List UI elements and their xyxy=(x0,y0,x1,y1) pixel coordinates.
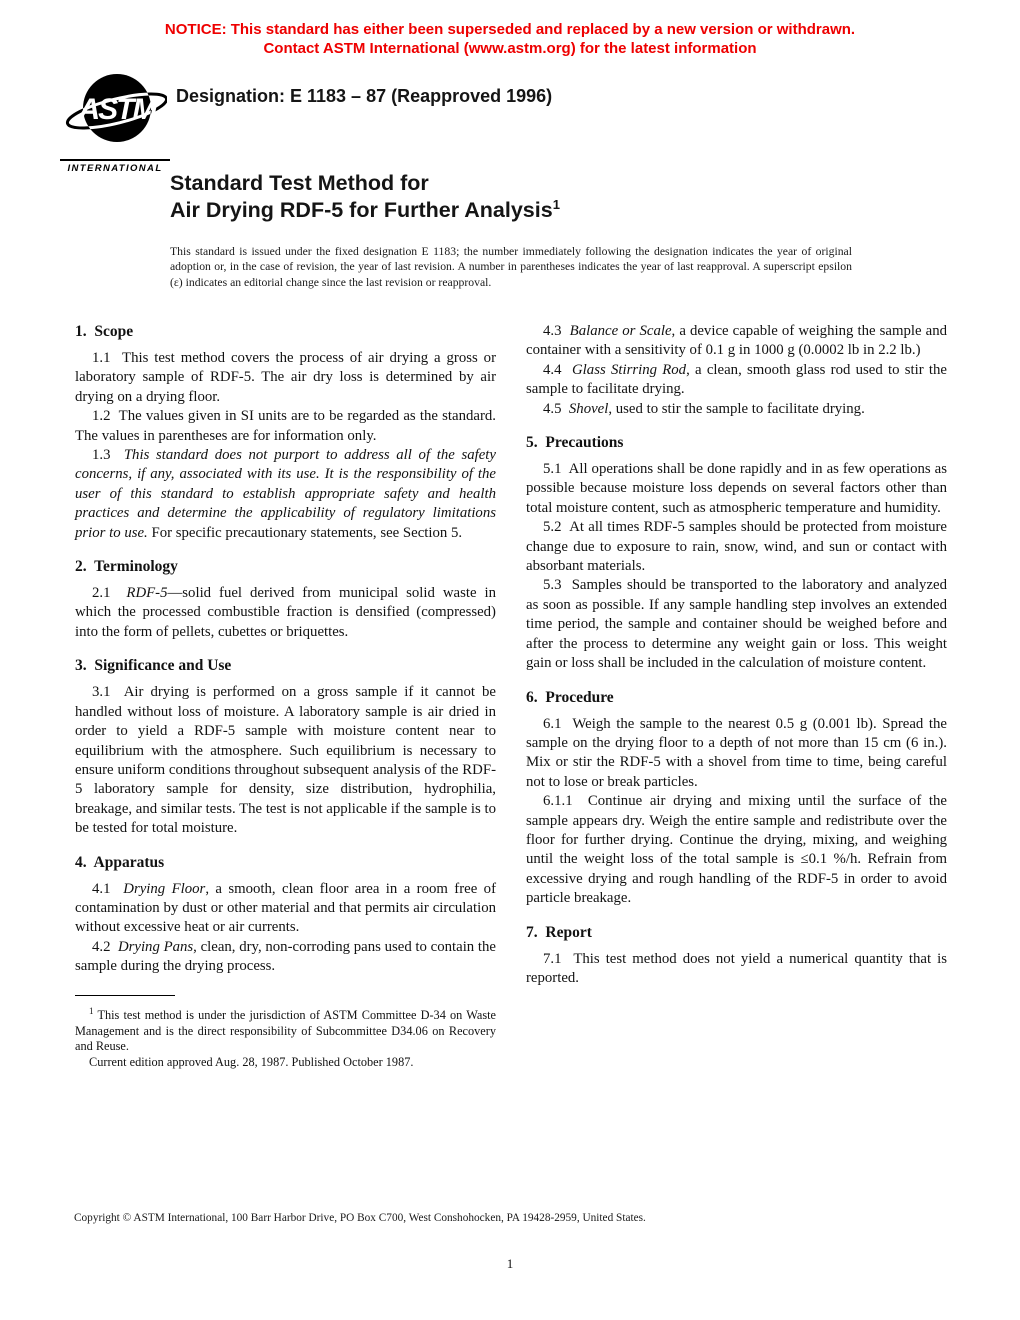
international-label: INTERNATIONAL xyxy=(60,159,170,174)
title-line-1: Standard Test Method for xyxy=(170,171,429,195)
page-number: 1 xyxy=(506,1256,514,1271)
designation-text: Designation: E 1183 – 87 (Reapproved 1996) xyxy=(176,86,553,106)
issue-statement: This standard is issued under the fixed designation E 1183; the number immediately following the designation indicates the year of original adoption or, in the case of revision, the year of last revision. A number in parentheses indicates the year of last reapproval. A superscript epsilon (ε) indicates an editorial change since the last revision or reapproval. xyxy=(170,245,852,289)
supersession-notice xyxy=(0,20,1020,58)
title-line-2: Air Drying RDF-5 for Further Analysis xyxy=(170,198,553,222)
paragraph-3-1: 3.1 Air drying is performed on a gross sample if it cannot be handled without loss of moisture. A laboratory sample is air dried in order to yield a RDF-5 sample with moisture content near to equilibrium with the atmosphere. Such equilibrium is necessary to ensure uniform conditions throughout subsequent analysis of the RDF-5 laboratory sample for density, size distribution, hydrophilia, breakage, and similar tests. The test is not applicable if the sample is to be tested for total moisture. xyxy=(75,684,496,837)
astm-logo-text: ASTM xyxy=(78,93,156,126)
section-heading-significance: 3. Significance and Use xyxy=(75,657,232,675)
paragraph-7-1: 7.1 This test method does not yield a numerical quantity that is reported. xyxy=(526,950,947,986)
section-heading-terminology: 2. Terminology xyxy=(75,558,178,576)
footnote-jurisdiction: $^1$ This test method is under the jurisdiction of ASTM Committee D-34 on Waste Management and is the direct responsibility of Subcommittee D34.06 on Recovery and Reuse. xyxy=(75,1005,496,1054)
section-heading-scope: 1. Scope xyxy=(75,323,134,340)
paragraph-5-1: 5.1 All operations shall be done rapidly and in as few operations as possible because moisture loss depends on several factors other than total moisture content, such as atmospheric temperature and humidity. xyxy=(526,461,947,516)
astm-logo xyxy=(60,70,170,174)
section-apparatus xyxy=(75,853,496,977)
paragraph-6-1-1: 6.1.1 Continue air drying and mixing until the surface of the sample appears dry. Weigh the entire sample and redistribute over the floor for further drying. Continue the drying, mixing, and weighing until the weight loss of the total sample is ≤0.1 %/h. Refrain from excessive drying and rough handling of the RDF-5 in order to avoid particle breakage. xyxy=(526,793,947,907)
section-apparatus-continued xyxy=(526,322,947,419)
right-column xyxy=(526,322,947,1071)
paragraph-1-3: 1.3 This standard does not purport to address all of the safety concerns, if any, associated with its use. It is the responsibility of the user of this standard to establish appropriate safety and health practices and determine the applicability of regulatory limitations prior to use. For specific precautionary statements, see Section 5. xyxy=(75,447,496,541)
astm-globe-icon xyxy=(63,70,167,152)
section-procedure xyxy=(526,688,947,909)
notice-line-2: Contact ASTM International (www.astm.org) for the latest information xyxy=(263,40,757,57)
footnote-ref-marker: 1 xyxy=(89,1005,94,1016)
body-columns xyxy=(75,322,947,1071)
left-column xyxy=(75,322,496,1071)
section-report xyxy=(526,923,947,989)
paragraph-4-3: 4.3 Balance or Scale, a device capable of weighing the sample and container with a sensitivity of 0.1 g in 1000 g (0.0002 lb in 2.2 lb.) xyxy=(526,323,947,359)
paragraph-6-1: 6.1 Weigh the sample to the nearest 0.5 g (0.001 lb). Spread the sample on the drying floor to a depth of not more than 15 cm (6 in.). Mix or stir the RDF-5 with a shovel from time to time, being careful not to lose or break particles. xyxy=(526,715,947,790)
section-terminology xyxy=(75,557,496,642)
title-footnote-ref: 1 xyxy=(552,196,560,212)
paragraph-4-1: 4.1 Drying Floor, a smooth, clean floor area in a room free of contamination by dust or other material and that permits air circulation without excessive heat or air currents. xyxy=(75,880,497,936)
paragraph-1-1: 1.1 This test method covers the process of air drying a gross or laboratory sample of RDF-5. The air dry loss is determined by air drying on a drying floor. xyxy=(75,350,496,405)
paragraph-5-3: 5.3 Samples should be transported to the laboratory and analyzed as soon as possible. If any sample handling step involves an extended time period, the sample and container should be weighed before and after the process to determine any weight gain or loss. This weight gain or loss shall be included in the calculation of moisture content. xyxy=(526,577,947,672)
section-heading-apparatus: 4. Apparatus xyxy=(75,853,165,871)
paragraph-4-4: 4.4 Glass Stirring Rod, a clean, smooth glass rod used to stir the sample to facilitate drying. xyxy=(526,361,947,398)
paragraph-1-2: 1.2 The values given in SI units are to be regarded as the standard. The values in parentheses are for information only. xyxy=(75,408,496,444)
footnote-block xyxy=(75,995,496,1072)
paragraph-4-5: 4.5 Shovel, used to stir the sample to facilitate drying. xyxy=(543,400,865,417)
section-heading-report: 7. Report xyxy=(526,923,592,941)
footnote-edition: Current edition approved Aug. 28, 1987. Published October 1987. xyxy=(89,1055,414,1070)
section-significance xyxy=(75,656,496,838)
paragraph-4-2: 4.2 Drying Pans, clean, dry, non-corroding pans used to contain the sample during the drying process. xyxy=(75,938,496,975)
footnote-rule xyxy=(75,995,175,996)
section-scope xyxy=(75,322,496,543)
page-title xyxy=(170,170,890,224)
notice-line-1: NOTICE: This standard has either been superseded and replaced by a new version or withdrawn. xyxy=(164,21,856,38)
copyright-line: Copyright © ASTM International, 100 Barr Harbor Drive, PO Box C700, West Conshohocken, PA 19428-2959, United States. xyxy=(74,1212,646,1224)
section-heading-precautions: 5. Precautions xyxy=(526,434,624,452)
paragraph-5-2: 5.2 At all times RDF-5 samples should be protected from moisture change due to exposure to rain, snow, wind, and sun or contact with absorbant materials. xyxy=(526,519,947,575)
paragraph-2-1: 2.1 RDF-5—solid fuel derived from municipal solid waste in which the processed combustible fraction is densified (compressed) into the form of pellets, cubettes or briquettes. xyxy=(75,585,496,640)
section-precautions xyxy=(526,433,947,673)
section-heading-procedure: 6. Procedure xyxy=(526,688,614,706)
